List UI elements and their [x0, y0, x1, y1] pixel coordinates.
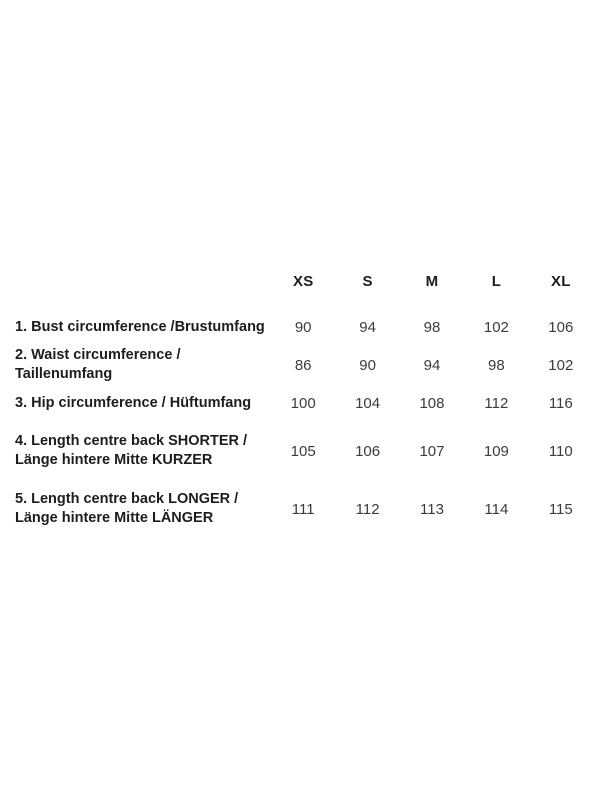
size-value-cell: 98 [423, 318, 441, 336]
size-value-cell: 90 [294, 318, 312, 336]
size-value-cell: 106 [355, 442, 381, 460]
size-column-header-l: L [491, 272, 502, 290]
size-value-cell: 107 [419, 442, 445, 460]
row-label: 1. Bust circumference /Brustumfang [15, 318, 265, 335]
size-value-cell: 102 [548, 356, 574, 374]
table-row-hip [15, 384, 593, 422]
size-value-cell: 113 [420, 500, 444, 518]
table-row-length-longer [15, 480, 593, 538]
size-value-cell: 100 [290, 394, 316, 412]
size-column-header-xs: XS [292, 272, 314, 290]
size-value-cell: 108 [419, 394, 445, 412]
row-label: 5. Length centre back LONGER / Länge hintere Mitte LÄNGER [15, 491, 239, 526]
row-label: 3. Hip circumference / Hüftumfang [15, 394, 252, 411]
size-value-cell: 109 [483, 442, 509, 460]
size-header-row [15, 268, 593, 294]
size-value-cell: 112 [355, 500, 380, 518]
size-value-cell: 98 [488, 356, 505, 374]
size-value-cell: 114 [484, 500, 509, 518]
size-value-cell: 104 [355, 394, 381, 412]
size-value-cell: 102 [483, 318, 509, 336]
table-row-bust [15, 308, 593, 346]
size-value-cell: 86 [294, 356, 312, 374]
size-value-cell: 112 [484, 394, 509, 412]
size-column-header-xl: XL [551, 272, 571, 290]
size-value-cell: 90 [359, 356, 376, 374]
size-value-cell: 116 [548, 394, 573, 412]
size-value-cell: 115 [548, 500, 573, 518]
size-chart-table [15, 268, 593, 538]
size-column-header-m: M [425, 272, 439, 290]
size-value-cell: 94 [423, 356, 441, 374]
size-value-cell: 111 [291, 500, 315, 518]
row-label: 2. Waist circumference / Taillenumfang [15, 347, 181, 382]
row-label: 4. Length centre back SHORTER / Länge hintere Mitte KURZER [15, 433, 248, 468]
size-value-cell: 106 [548, 318, 574, 336]
size-value-cell: 105 [290, 442, 316, 460]
table-row-waist [15, 346, 593, 384]
size-value-cell: 110 [548, 442, 573, 460]
table-row-length-shorter [15, 422, 593, 480]
size-column-header-s: S [362, 272, 373, 290]
size-value-cell: 94 [359, 318, 376, 336]
